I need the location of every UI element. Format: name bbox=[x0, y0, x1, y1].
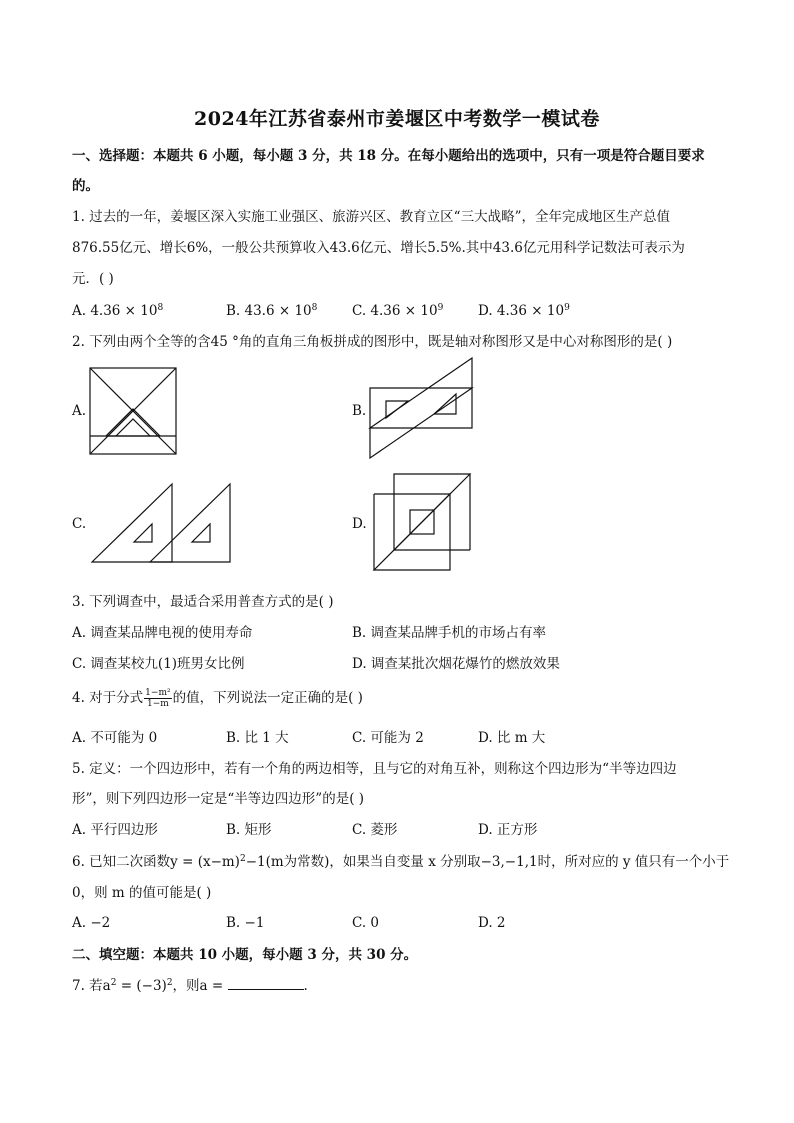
q4-fraction: $\frac{\text{1−m²}}{1-m}$ bbox=[145, 688, 171, 709]
q4-option-d: D. 比 m 大 bbox=[478, 730, 546, 746]
q2-text: 2. 下列由两个全等的含45 °角的直角三角板拼成的图形中，既是轴对称图形又是中心对称图形的是( ) bbox=[72, 334, 673, 350]
q6-option-c: C. 0 bbox=[352, 915, 380, 931]
q2-label-c: C. bbox=[72, 516, 87, 532]
q5-option-c: C. 菱形 bbox=[352, 822, 398, 838]
q2-label-a: A. bbox=[72, 403, 87, 419]
q2-figure-a bbox=[86, 364, 180, 458]
q1-text-1: 1. 过去的一年，姜堰区深入实施工业强区、旅游兴区、教育立区“三大战略”，全年完成地区生产总值 bbox=[72, 209, 670, 225]
q1-option-a: A. $4.36 \times 10^8$ bbox=[72, 303, 164, 319]
q1-option-b: B. $43.6 \times 10^8$ bbox=[226, 303, 318, 319]
q7-answer-blank[interactable] bbox=[228, 977, 304, 990]
q1-text-2: 876.55亿元、增长6%，一般公共预算收入43.6亿元、增长5.5%.其中43.6亿元用科学记数法可表示为 bbox=[72, 240, 685, 256]
q3-option-c: C. 调查某校九(1)班男女比例 bbox=[72, 656, 245, 672]
q1-option-d: D. $4.36 \times 10^9$ bbox=[478, 303, 570, 319]
q5-text-2: 形”，则下列四边形一定是“半等边四边形”的是( ) bbox=[72, 791, 365, 807]
q3-option-b: B. 调查某品牌手机的市场占有率 bbox=[352, 625, 547, 641]
q2-figure-d bbox=[370, 470, 474, 574]
section2-heading: 二、填空题：本题共 10 小题，每小题 3 分，共 30 分。 bbox=[72, 947, 418, 963]
q4-option-a: A. 不可能为 0 bbox=[72, 730, 158, 746]
q6-text-1: 6. 已知二次函数$y = (x-m)^2-1(m$为常数)，如果当自变量 x 分别取−3,−1,1时，所对应的 y 值只有一个小于 bbox=[72, 854, 730, 870]
section1-heading-cont: 的。 bbox=[72, 178, 99, 194]
q5-text-1: 5. 定义：一个四边形中，若有一个角的两边相等，且与它的对角互补，则称这个四边形为“半等边四边 bbox=[72, 761, 677, 777]
q6-option-a: A. −2 bbox=[72, 915, 111, 931]
q3-text: 3. 下列调查中，最适合采用普查方式的是( ) bbox=[72, 594, 334, 610]
page-title: 2024年江苏省泰州市姜堰区中考数学一模试卷 bbox=[194, 108, 600, 130]
q4-text: 4. 对于分式 $\frac{\text{1−m²}}{1-m}$ 的值，下列说法一定正确的是( ) bbox=[72, 688, 363, 709]
q2-label-d: D. bbox=[352, 516, 367, 532]
q1-option-c: C. $4.36 \times 10^9$ bbox=[352, 303, 444, 319]
q4-option-b: B. 比 1 大 bbox=[226, 730, 289, 746]
q6-text-2: 0，则 m 的值可能是( ) bbox=[72, 885, 212, 901]
q6-option-d: D. 2 bbox=[478, 915, 506, 931]
q7-text: 7. 若$a^2 = (-3)^2$，则a = . bbox=[72, 978, 308, 994]
section1-heading: 一、选择题：本题共 6 小题，每小题 3 分，共 18 分。在每小题给出的选项中，只有一项是符合题目要求 bbox=[72, 148, 705, 164]
q2-figure-b bbox=[366, 356, 476, 460]
q3-option-a: A. 调查某品牌电视的使用寿命 bbox=[72, 625, 253, 641]
q5-option-a: A. 平行四边形 bbox=[72, 822, 158, 838]
q2-label-b: B. bbox=[352, 403, 367, 419]
q5-option-b: B. 矩形 bbox=[226, 822, 272, 838]
q6-option-b: B. −1 bbox=[226, 915, 265, 931]
q3-option-d: D. 调查某批次烟花爆竹的燃放效果 bbox=[352, 656, 560, 672]
q5-option-d: D. 正方形 bbox=[478, 822, 538, 838]
q4-option-c: C. 可能为 2 bbox=[352, 730, 424, 746]
q2-figure-c bbox=[88, 480, 234, 566]
q1-text-3: 元．( ) bbox=[72, 271, 114, 287]
